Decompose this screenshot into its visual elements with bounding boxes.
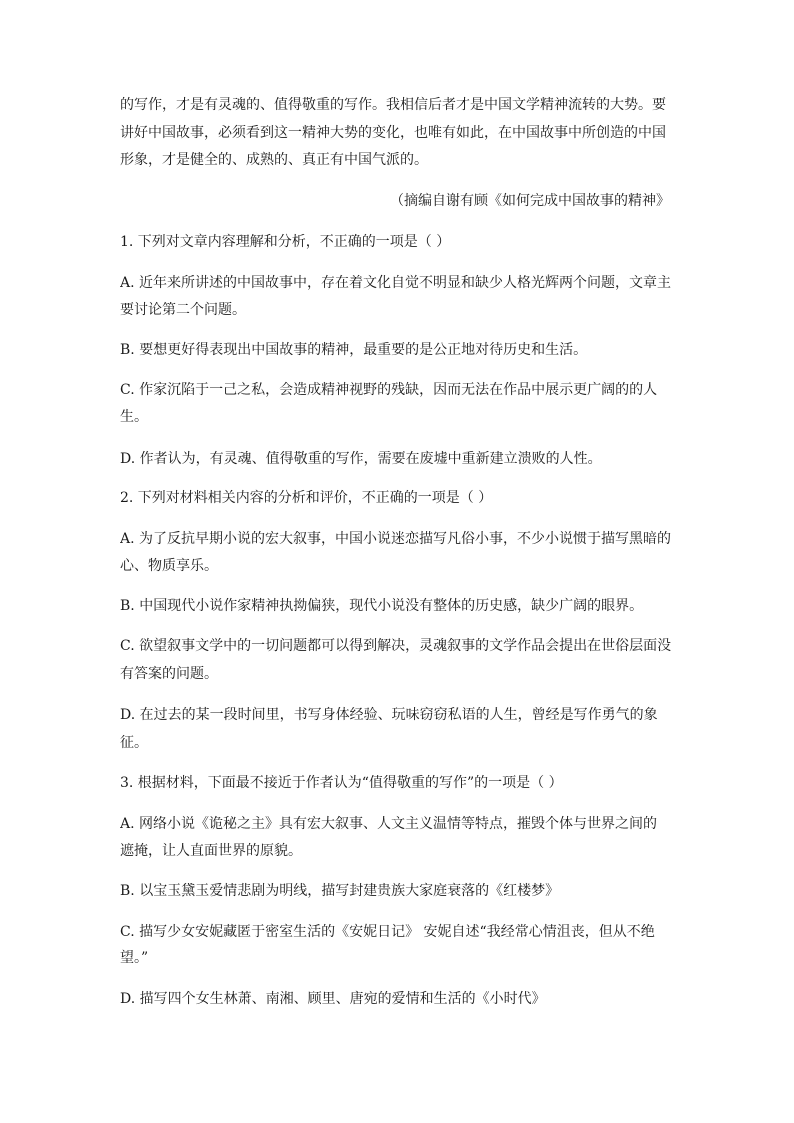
option-text: A. 为了反抗早期小说的宏大叙事，中国小说迷恋描写凡俗小事，不少小说惯于描写黑暗的 [120,531,672,547]
question-stem: 2. 下列对材料相关内容的分析和评价，不正确的一项是（ ） [120,490,493,506]
option-text: 望。” [120,950,149,966]
option-text: C. 欲望叙事文学中的一切问题都可以得到解决，灵魂叙事的文学作品会提出在世俗层面没 [120,638,672,654]
option-text: 心、物质享乐。 [120,558,218,574]
option-text: C. 作家沉陷于一己之私，会造成精神视野的残缺，因而无法在作品中展示更广阔的的人 [120,382,658,398]
option-text: 要讨论第二个问题。 [120,302,246,318]
question-stem: 1. 下列对文章内容理解和分析，不正确的一项是（ ） [120,234,451,250]
question-stem: 3. 根据材料，下面最不接近于作者认为“值得敬重的写作”的一项是（ ） [120,775,563,791]
passage-line: 的写作，才是有灵魂的、值得敬重的写作。我相信后者才是中国文学精神流转的大势。要 [120,97,666,113]
option-text: D. 在过去的某一段时间里，书写身体经验、玩味窃窃私语的人生，曾经是写作勇气的象 [120,707,658,723]
option-text: A. 网络小说《诡秘之主》具有宏大叙事、人文主义温情等特点，摧毁个体与世界之间的 [120,816,658,832]
option-text: 遮掩，让人直面世界的原貌。 [120,843,302,859]
option-text: B. 中国现代小说作家精神执拗偏狭，现代小说没有整体的历史感，缺少广阔的眼界。 [120,598,644,614]
option-text: B. 要想更好得表现出中国故事的精神，最重要的是公正地对待历史和生活。 [120,342,588,358]
option-text: B. 以宝玉黛玉爱情悲剧为明线，描写封建贵族大家庭衰落的《红楼梦》 [120,883,560,899]
option-text: D. 描写四个女生林萧、南湘、顾里、唐宛的爱情和生活的《小时代》 [120,991,546,1007]
option-text: A. 近年来所讲述的中国故事中，存在着文化自觉不明显和缺少人格光辉两个问题，文章主 [120,275,672,291]
option-text: 生。 [120,409,148,425]
option-text: C. 描写少女安妮藏匿于密室生活的《安妮日记》 安妮自述“我经常心情沮丧，但从不绝 [120,924,655,940]
passage-line: 讲好中国故事，必须看到这一精神大势的变化，也唯有如此，在中国故事中所创造的中国 [120,125,666,141]
option-text: 征。 [120,735,148,751]
option-text: D. 作者认为，有灵魂、值得敬重的写作，需要在废墟中重新建立溃败的人性。 [120,451,602,467]
passage-source: （摘编自谢有顾《如何完成中国故事的精神》 [390,193,670,209]
option-text: 有答案的问题。 [120,666,218,682]
passage-line: 形象，才是健全的、成熟的、真正有中国气派的。 [120,152,428,168]
